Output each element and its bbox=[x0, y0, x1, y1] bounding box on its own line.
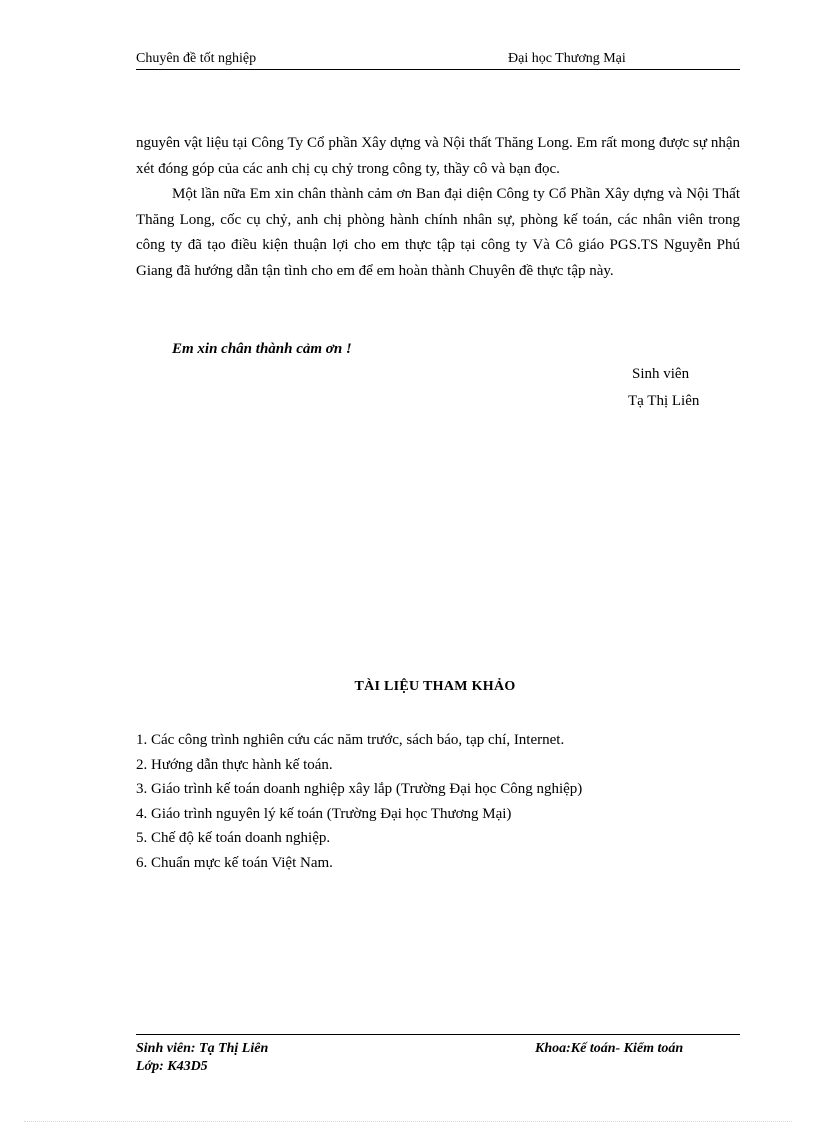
signature-name: Tạ Thị Liên bbox=[628, 393, 700, 409]
header-right-title: Đại học Thương Mại bbox=[508, 51, 626, 66]
reference-item: 6. Chuẩn mực kế toán Việt Nam. bbox=[136, 854, 333, 871]
reference-item: 2. Hướng dẫn thực hành kế toán. bbox=[136, 756, 333, 773]
header-left-title: Chuyên đề tốt nghiệp bbox=[136, 51, 257, 66]
references-title: TÀI LIỆU THAM KHẢO bbox=[354, 679, 516, 694]
footer-student: Sinh viên: Tạ Thị Liên bbox=[136, 1041, 269, 1056]
reference-item: 1. Các công trình nghiên cứu các năm trước, sách báo, tạp chí, Internet. bbox=[136, 732, 565, 748]
footer-class: Lớp: K43D5 bbox=[136, 1059, 208, 1074]
footer-divider bbox=[136, 1034, 740, 1035]
thanks-line: Em xin chân thành cảm ơn ! bbox=[172, 341, 352, 357]
reference-item: 5. Chế độ kế toán doanh nghiệp. bbox=[136, 830, 331, 847]
page-bottom-border bbox=[24, 1121, 792, 1122]
paragraph-2: Một lần nữa Em xin chân thành cảm ơn Ban đại diện Công ty Cổ Phần Xây dựng và Nội Thất Thăng Long, cốc cụ chỷ, anh chị phòng hành chính nhân sự, phòng kế toán, các nhân viên trong công ty đã tạo điều kiện thuận lợi cho em thực tập tại công ty Và Cô giáo PGS.TS Nguyễn Phú Giang đã hướng dẫn tận tình cho em để em hoàn thành Chuyên đề thực tập này. bbox=[136, 186, 740, 279]
reference-item: 3. Giáo trình kế toán doanh nghiệp xây lắp (Trường Đại học Công nghiệp) bbox=[136, 781, 583, 798]
references-list bbox=[136, 729, 582, 877]
reference-item: 4. Giáo trình nguyên lý kế toán (Trường Đại học Thương Mại) bbox=[136, 805, 512, 822]
footer-faculty: Khoa:Kế toán- Kiểm toán bbox=[535, 1041, 684, 1056]
body-text bbox=[136, 131, 740, 284]
signature-role: Sinh viên bbox=[632, 366, 690, 382]
page-header bbox=[136, 51, 740, 70]
paragraph-1: nguyên vật liệu tại Công Ty Cổ phần Xây dựng và Nội thất Thăng Long. Em rất mong được sự nhận xét đóng góp của các anh chị cụ chỷ trong công ty, thầy cô và bạn đọc. bbox=[136, 135, 740, 177]
